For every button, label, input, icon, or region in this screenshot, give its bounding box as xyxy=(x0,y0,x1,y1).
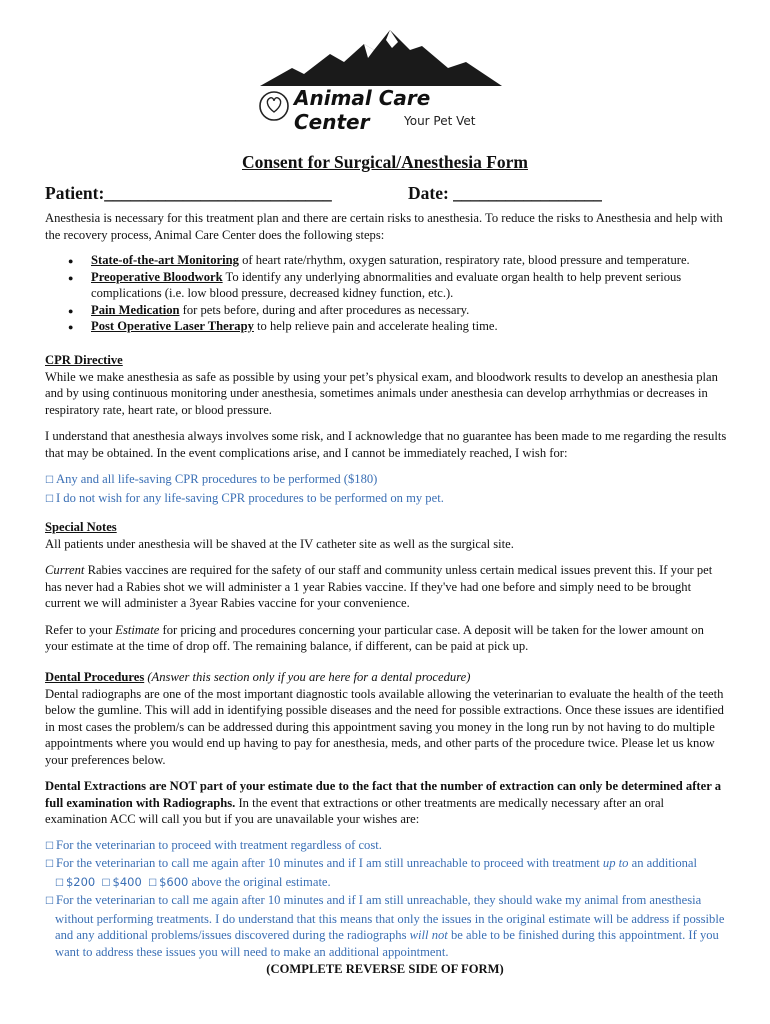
date-field[interactable]: Date: _________________ xyxy=(408,183,602,203)
list-item xyxy=(91,318,727,335)
footer-note: (COMPLETE REVERSE SIDE OF FORM) xyxy=(266,962,504,976)
shaved-text: All patients under anesthesia will be shaved at the IV catheter site as well as the surgical site. xyxy=(45,536,514,551)
step-title: Post Operative Laser Therapy xyxy=(91,319,254,333)
option-label: I do not wish for any life-saving CPR procedures to be performed on my pet. xyxy=(55,490,444,505)
checkbox-icon: ☐ xyxy=(45,475,54,486)
patient-field[interactable]: Patient:__________________________ xyxy=(45,183,332,203)
step-text: to help relieve pain and accelerate healing time. xyxy=(253,319,498,333)
special-notes-section xyxy=(45,519,727,655)
rabies-text: Current Rabies vaccines are required for the safety of our staff and community unless certain medical issues prevent this. If your pet has never had a Rabies shot we will administer a 1 year Rabies vaccine. If they've had one before and simply need to be brought current we will administer a 3year Rabies vaccine for your convenience. xyxy=(45,563,713,610)
logo-tagline: Your Pet Vet xyxy=(404,114,476,128)
checkbox-icon[interactable]: ☐ xyxy=(101,877,111,889)
cpr-heading: CPR Directive xyxy=(45,353,123,367)
step-title: Preoperative Bloodwork xyxy=(91,269,223,284)
checkbox-icon[interactable]: ☐ xyxy=(148,877,158,889)
dental-text: Dental radiographs are one of the most important diagnostic tools available allowing the veterinarian to evaluate the health of the teeth below the gumline. This will add in identifying possible diseases and the need for possible extractions. Once these issues are identified in most cases the problem/s can be addressed during this appointment saving you money in the long run by not having to do multiple appointments where you would end up having to pay for anesthesia, meds, and other parts of the procedure twice. Please let us know your preferences below. xyxy=(45,686,724,767)
intro-text: Anesthesia is necessary for this treatment plan and there are certain risks to anesthesia. To reduce the risks to Anesthesia and help with the recovery process, Animal Care Center does the following steps: xyxy=(45,211,723,242)
dental-heading: Dental Procedures xyxy=(45,670,145,684)
dental-option-wake[interactable]: ☐ For the veterinarian to call me again after 10 minutes and if I am still unreachable, they should wake my animal from anesthesia without performing treatments. I do understand that this means that only the issues in the original estimate will be address if possible and any additional problems/issues discovered during the radiographs will not be able to be finished during this appointment. If you want to address these issues you will need to make an additional appointment. xyxy=(45,893,725,959)
extractions-text: Dental Extractions are NOT part of your estimate due to the fact that the number of extraction can only be determined after a full examination with Radiographs. In the event that extractions or other treatments are medically necessary after an oral examination ACC will call you but if you are unavailable your wishes are: xyxy=(45,779,721,826)
dental-option-proceed[interactable]: ☐ For the veterinarian to proceed with treatment regardless of cost. xyxy=(45,837,382,852)
checkbox-icon[interactable]: ☐ xyxy=(55,877,64,889)
cpr-option-no[interactable] xyxy=(45,490,727,509)
clinic-logo xyxy=(252,28,512,138)
steps-list xyxy=(45,252,727,335)
intro-section xyxy=(45,210,727,335)
list-item xyxy=(91,302,727,319)
special-heading: Special Notes xyxy=(45,520,117,534)
estimate-text: Refer to your Estimate for pricing and procedures concerning your particular case. A deposit will be taken for the lower amount on your estimate at the time of drop off. The remaining balance, if different, can be paid at pick up. xyxy=(45,622,704,653)
amount-200: $200 xyxy=(65,874,96,889)
amount-400: $400 xyxy=(112,874,142,889)
dental-option-call-proceed[interactable]: ☐ For the veterinarian to call me again after 10 minutes and if I am still unreachable to proceed with treatment up to an additional ☐ $200 ☐ $400 ☐ $600 above the original estimate. xyxy=(45,856,697,889)
step-text: of heart rate/rhythm, oxygen saturation, respiratory rate, blood pressure and temperature. xyxy=(238,253,690,267)
step-text: for pets before, during and after procedures as necessary. xyxy=(179,302,470,317)
dental-section xyxy=(45,669,727,960)
option-label: Any and all life-saving CPR procedures to be performed ($180) xyxy=(55,472,378,486)
checkbox-icon: ☐ xyxy=(45,859,54,870)
cpr-understand-text: I understand that anesthesia always involves some risk, and I acknowledge that no guarantee has been made to me regarding the results that may be obtained. In the event complications arise, and I cannot be immediately reached, I wish for: xyxy=(45,429,727,460)
list-item xyxy=(91,252,727,269)
step-text: To identify any underlying abnormalities and evaluate organ health to help prevent serious complications (i.e. low blood pressure, decreased kidney function, etc.). xyxy=(91,269,682,300)
step-title: State-of-the-art Monitoring xyxy=(91,253,239,267)
list-item xyxy=(91,269,727,302)
cpr-text: While we make anesthesia as safe as possible by using your pet’s physical exam, and bloodwork results to develop an anesthesia plan and by using continuous monitoring under anesthesia, sometimes animals under anesthesia can develop arrhythmias or decreases in respiratory rate, heart rate, or blood pressure. xyxy=(45,369,718,417)
logo-name: Animal Care Center xyxy=(294,86,431,134)
cpr-option-yes[interactable] xyxy=(45,471,727,490)
dental-heading-note: (Answer this section only if you are here for a dental procedure) xyxy=(144,670,471,684)
cpr-section xyxy=(45,352,727,508)
form-title: Consent for Surgical/Anesthesia Form xyxy=(242,152,528,172)
checkbox-icon: ☐ xyxy=(45,896,54,907)
amount-600: $600 xyxy=(159,874,189,889)
step-title: Pain Medication xyxy=(91,302,180,317)
checkbox-icon: ☐ xyxy=(45,840,54,852)
checkbox-icon: ☐ xyxy=(45,493,54,505)
